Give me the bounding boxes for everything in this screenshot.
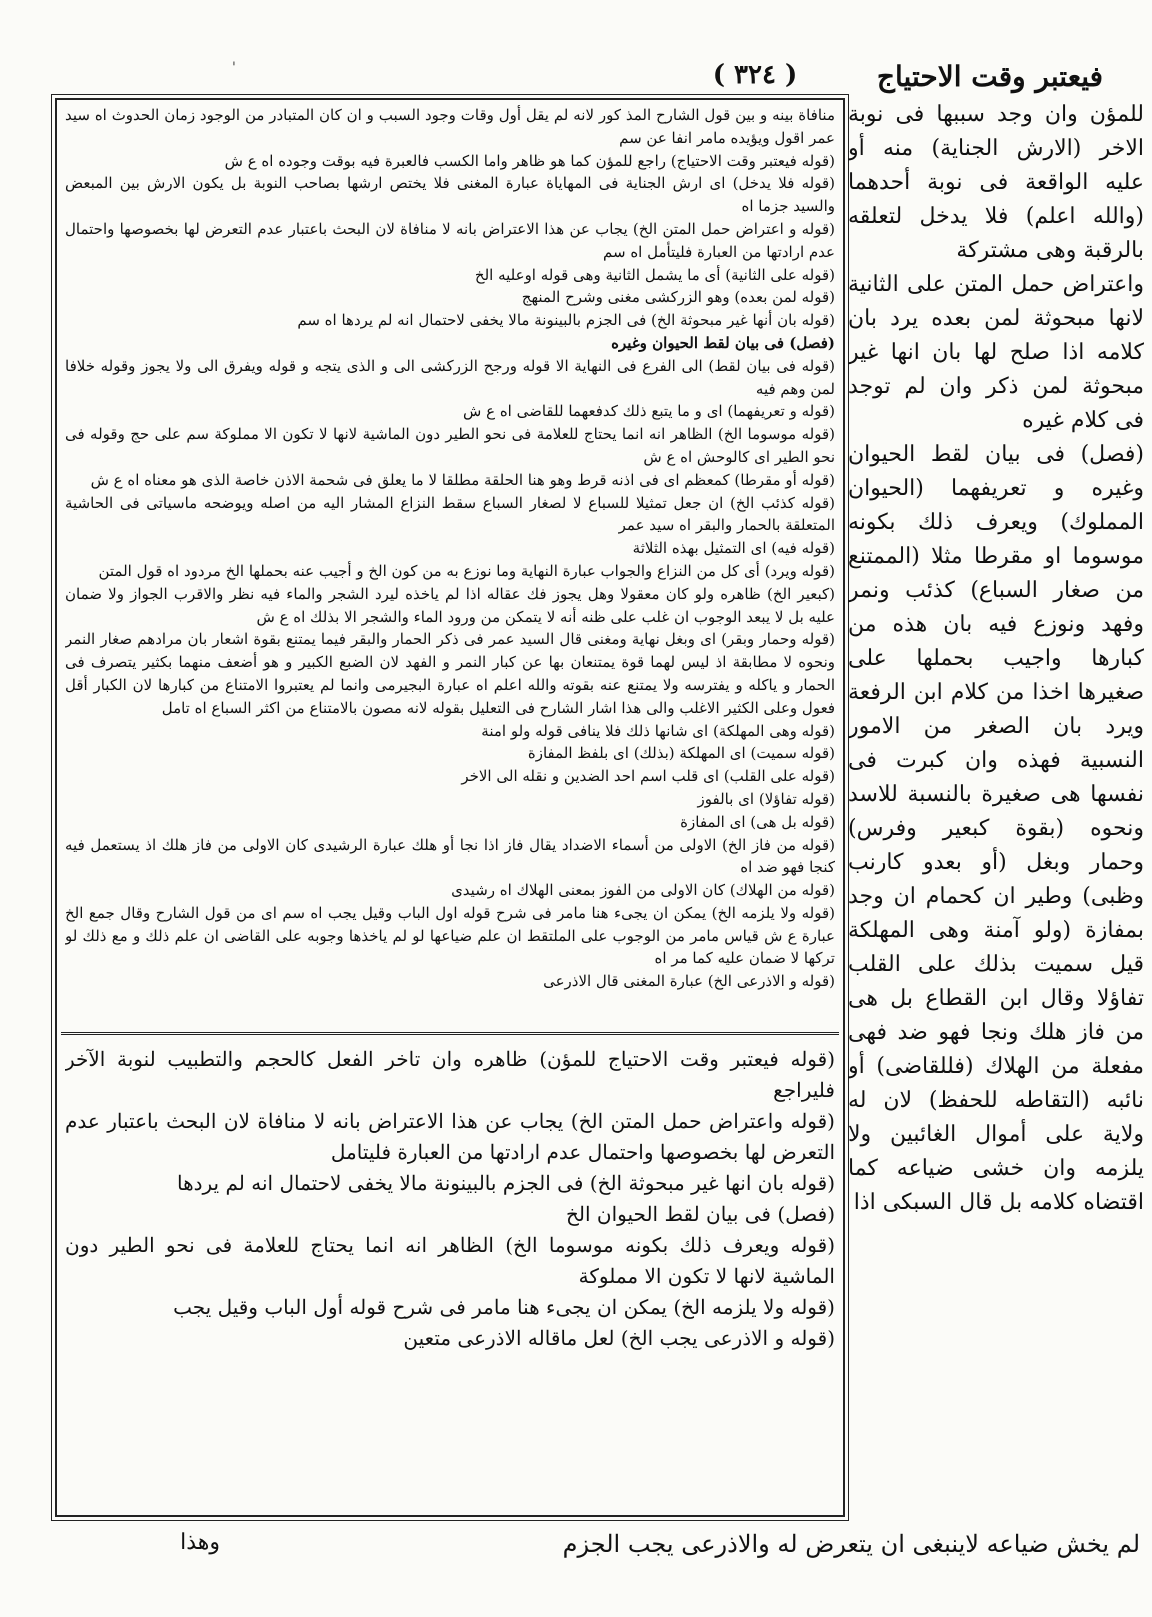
hashiya-paragraph: (قوله من الهلاك) كان الاولى من الفوز بمعنى الهلاك اه رشيدى (451, 881, 835, 900)
lower-commentary (65, 1044, 835, 1509)
commentary-frame (55, 98, 845, 1517)
hashiya-paragraph: (قوله و اعتراض حمل المتن الخ) يجاب عن هذا الاعتراض بانه لا منافاة لان البحث باعتبار عدم التعرض لها بخصوصها واحتمال عدم ارادتها من العبارة فليتأمل اه سم (65, 219, 835, 261)
hashiya-paragraph: (قوله فيه) اى التمثيل بهذه الثلاثة (632, 539, 835, 558)
hashiya-paragraph: (قوله و الاذرعى الخ) عبارة المغنى قال الاذرعى (543, 972, 835, 991)
hashiya-paragraph: (قوله بان أنها غير مبحوثة الخ) فى الجزم بالبينونة مالا يخفى لاحتمال انه لم يردها اه سم (297, 311, 835, 330)
hashiya-commentary (65, 104, 835, 1022)
lower-paragraph: (قوله بان انها غير مبحوثة الخ) فى الجزم بالبينونة مالا يخفى لاحتمال انه لم يردها (176, 1171, 835, 1195)
page-number: ( ٣٢٤ ) (712, 60, 798, 90)
hashiya-paragraph: (قوله من فاز الخ) الاولى من أسماء الاضداد يقال فاز اذا نجا أو هلك عبارة الرشيدى كان الاولى من فاز هلك اذ يستعمل فيه كنجا فهو ضد اه (65, 835, 835, 877)
hashiya-paragraph: (قوله فى بيان لقط) الى الفرع فى النهاية الا قوله ورجح الزركشى الى و الذى يتجه و قوله ويفرق الى ولا يجوز وقوله خلافا لمن وهم فيه (65, 356, 835, 398)
hashiya-paragraph: (قوله و تعريفهما) اى و ما يتبع ذلك كدفعهما للقاضى اه ع ش (463, 402, 835, 421)
side-paragraph: واعتراض حمل المتن على الثانية لانها مبحوثة لمن بعده يرد بان كلامه اذا صلح لها بان انها غير مبحوثة لمن ذكر وان لم توجد فى كلام غيره (848, 272, 1144, 433)
lower-section-heading: (فصل) فى بيان لقط الحيوان الخ (566, 1202, 835, 1226)
hashiya-paragraph: (قوله بل هى) اى المفازة (680, 812, 835, 831)
hashiya-paragraph: (قوله كذئب الخ) ان جعل تمثيلا للسباع لا لصغار السباع سقط النزاع المشار اليه من اصله ويوضحه ماسياتى فى الحاشية المتعلقة بالحمار والبقر اه سيد عمر (65, 493, 835, 535)
hashiya-paragraph: (قوله أو مقرطا) كمعظم اى فى اذنه قرط وهو هنا الحلقة مطلقا لا ما يعلق فى شحمة الاذن خاصة الذى هو معناه اه ع ش (90, 470, 835, 489)
hashiya-paragraph: (قوله لمن بعده) وهو الزركشى مغنى وشرح المنهج (521, 288, 835, 307)
lower-paragraph: (قوله واعتراض حمل المتن الخ) يجاب عن هذا الاعتراض بانه لا منافاة لان البحث باعتبار عدم التعرض لها بخصوصها واحتمال عدم ارادتها من العبارة فليتامل (65, 1109, 835, 1164)
lower-paragraph: (قوله ويعرف ذلك بكونه موسوما الخ) الظاهر انه انما يحتاج للعلامة فى نحو الطير دون الماشية لانها لا تكون الا مملوكة (65, 1233, 835, 1288)
hashiya-paragraph: (قوله على الثانية) أى ما يشمل الثانية وهى قوله اوعليه الخ (474, 265, 835, 284)
hashiya-paragraph: (قوله وهى المهلكة) اى شانها ذلك فلا ينافى قوله ولو امنة (481, 721, 835, 740)
lower-paragraph: (قوله و الاذرعى يجب الخ) لعل ماقاله الاذرعى متعين (403, 1326, 835, 1350)
side-paragraph: (فصل) فى بيان لقط الحيوان وغيره و تعريفهما (الحيوان المملوك) ويعرف ذلك بكونه موسوما او مقرطا مثلا (الممتنع من صغار السباع) كذئب ونمر وفهد ونوزع فيه بان هذه من كبارها واجيب بحملها على صغيرها اخذا من كلام ابن الرفعة ويرد بان الصغر من الامور النسبية فهذه وان كبرت فى نفسها هى صغيرة بالنسبة للاسد ونحوه (بقوة كبعير وفرس) وحمار وبغل (أو بعدو كارنب وظبى) وطير ان كحمام ان وجد بمفازة (ولو آمنة وهى المهلكة قيل سميت بذلك على القلب تفاؤلا وقال ابن القطاع بل هى من فاز هلك ونجا فهو ضد فهى مفعلة من الهلاك (فللقاضى) أو نائبه (التقاطه للحفظ) لان له ولاية على أموال الغائبين ولا يلزمه وان خشى ضياعه كما اقتضاه كلامه بل قال السبكى اذا (848, 442, 1144, 1215)
hashiya-paragraph: (قوله سميت) اى المهلكة (بذلك) اى بلفظ المفازة (527, 744, 835, 763)
hashiya-paragraph: (قوله وحمار وبقر) اى وبغل نهاية ومغنى قال السيد عمر فى ذكر الحمار والبقر فيما يمتنع بقوة اشعار بان مرادهم صغار النمر ونحوه لا مطابقة اذ ليس لهما قوة يمتنعان بها عن كبار النمر و الفهد لان الضبع الكبير و هو أضعف منهما بكثير يتصرف فى الحمار و ياكله و يفترسه ولا يمتنع عنه بقوته والله اعلم اه عبارة البجيرمى وانما لم يعتبروا الامتناع من كبارها لان الكبار أقل فعول وعلى الكثير الاغلب والى هذا اشار الشارح فى التعليل بقوله لانه مصون بالامتناع من اكثر السباع اه تامل (65, 630, 835, 717)
lower-paragraph: (قوله فيعتبر وقت الاحتياج للمؤن) ظاهره وان تاخر الفعل كالحجم والتطبيب لنوبة الآخر فليراجع (65, 1047, 835, 1102)
hashiya-paragraph: (قوله فلا يدخل) اى ارش الجناية فى المهاياة عبارة المغنى فلا يختص ارشها بصاحب النوبة بل يكون الارش بين المبعض والسيد جزما اه (65, 174, 835, 216)
hashiya-paragraph: (قوله ويرد) أى كل من النزاع والجواب عبارة النهاية وما نوزع به من كون الخ و أجيب عنه بحملها الخ مردود اه قول المتن (98, 561, 835, 580)
side-paragraph: للمؤن وان وجد سببها فى نوبة الاخر (الارش الجناية) منه أو عليه الواقعة فى نوبة أحدهما (والله اعلم) فلا يدخل لتعلقه بالرقبة وهى مشتركة (848, 102, 1144, 263)
catchword: وهذا (180, 1530, 220, 1555)
hashiya-paragraph: (قوله تفاؤلا) اى بالفوز (697, 789, 835, 808)
hashiya-paragraph: (كبعير الخ) ظاهره ولو كان معقولا وهل يجوز فك عقاله اذا لم ياخذه ليرد الشجر والماء فيه نظر والاقرب الجواز ولا ضمان عليه بل لا يبعد الوجوب ان غلب على ظنه أنه لا يتمكن من ورود الماء والشجر الا بذلك اه ع ش (65, 584, 835, 626)
section-heading: (فصل) فى بيان لقط الحيوان وغيره (611, 333, 835, 352)
footer-continuation: لم يخش ضياعه لاينبغى ان يتعرض له والاذرعى يجب الجزم (562, 1530, 1140, 1558)
divider-rule (61, 1032, 839, 1035)
margin-mark: ' (232, 60, 236, 76)
hashiya-paragraph: (قوله فيعتبر وقت الاحتياج) راجع للمؤن كما هو ظاهر واما الكسب فالعبرة فيه بوقت وجوده اه ع ش (224, 151, 835, 170)
hashiya-paragraph: منافاة بينه و بين قول الشارح المذ كور لانه لم يقل أول وقات وجود السبب و ان كان المتبادر من الوجود زمان الحدوث اه سيد عمر اقول ويؤيده مامر انفا عن سم (65, 106, 835, 147)
hashiya-paragraph: (قوله على القلب) اى قلب اسم احد الضدين و نقله الى الاخر (461, 767, 835, 786)
hashiya-paragraph: (قوله ولا يلزمه الخ) يمكن ان يجىء هنا مامر فى شرح قوله اول الباب وقيل يجب اه سم اى من قول الشارح وقال جمع الخ عبارة ع ش قياس مامر من الوجوب على الملتقط ان علم ضياعها لو لم ياخذها وجوبه على القاضى ان علم ذلك و مع ذلك لو تركها لا ضمان عليه كما مر اه (65, 903, 835, 968)
lower-paragraph: (قوله ولا يلزمه الخ) يمكن ان يجىء هنا مامر فى شرح قوله أول الباب وقيل يجب (173, 1295, 835, 1319)
matn-side-column (848, 98, 1144, 1508)
hashiya-paragraph: (قوله موسوما الخ) الظاهر انه انما يحتاج للعلامة فى نحو الطير دون الماشية لانها لا تكون الا مملوكة سم على حج وقوله فى نحو الطير اى كالوحش اه ع ش (65, 425, 835, 466)
running-head: فيعتبر وقت الاحتياج (876, 60, 1104, 93)
